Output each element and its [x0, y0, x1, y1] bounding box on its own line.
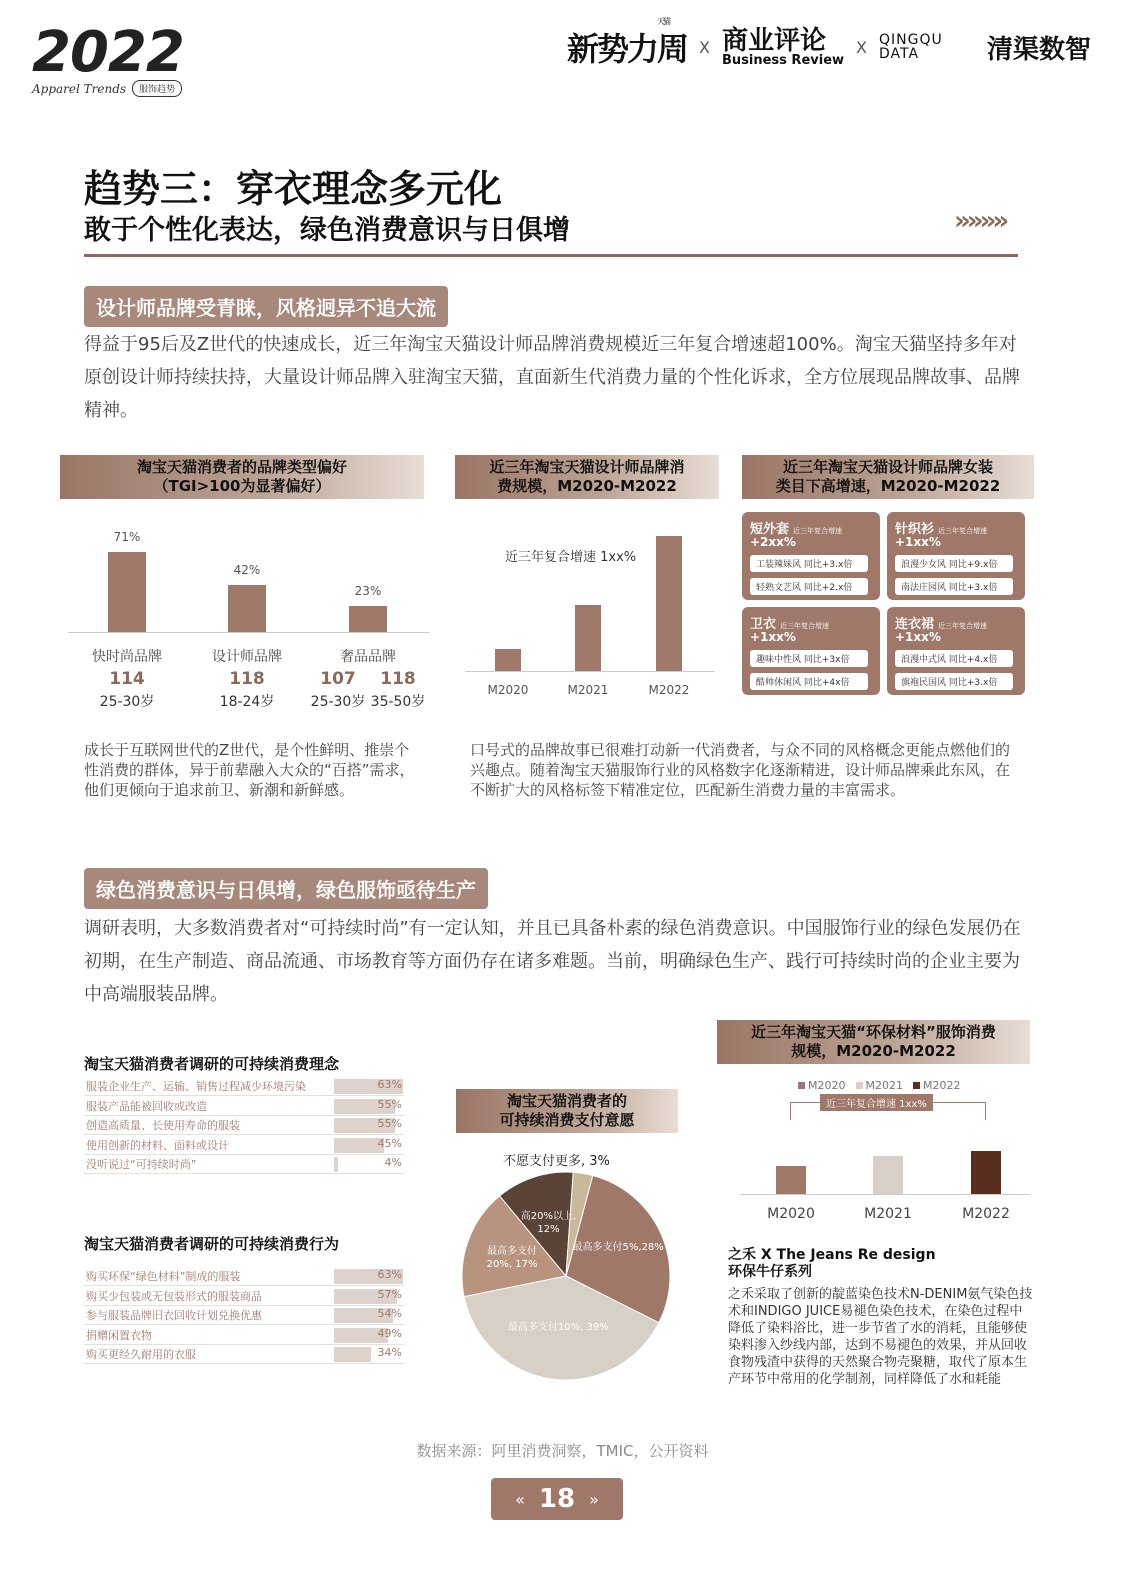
chart1-title-line2: （TGI>100为显著偏好）	[153, 477, 331, 495]
section1-paragraph: 得益于95后及Z世代的快速成长，近三年淘宝天猫设计师品牌消费规模近三年复合增速超100%。淘宝天猫坚持多年对原创设计师持续扶持，大量设计师品牌入驻淘宝天猫，直面新生代消费力量的个性化诉求，全方位展现品牌故事、品牌精神。	[84, 334, 1020, 421]
chart1-category-label: 快时尚品牌	[92, 649, 162, 665]
description-brand-story: 口号式的品牌故事已很难打动新一代消费者，与众不同的风格概念更能点燃他们的兴趣点。随着淘宝天猫服饰行业的风格数字化逐渐精进，设计师品牌乘此东风，在不断扩大的风格标签下精准定位，匹配新生消费力量的丰富需求。	[470, 741, 1011, 799]
list-row	[84, 1097, 404, 1116]
list-row-label: 没听说过“可持续时尚”	[86, 1158, 197, 1171]
legend-label: M2021	[865, 1079, 903, 1092]
card-pill: 旗袍民国风 同比+3.x倍	[895, 673, 1013, 690]
pie-header	[456, 1089, 678, 1133]
section2-paragraph: 调研表明，大多数消费者对“可持续时尚”有一定认知，并且已具备朴素的绿色消费意识。中国服饰行业的绿色发展仍在初期，在生产制造、商品流通、市场教育等方面仍存在诸多难题。当前，明确绿色生产、践行可持续时尚的企业主要为中高端服装品牌。	[84, 918, 1021, 1005]
legend-swatch-icon	[913, 1082, 920, 1089]
chart5-area	[740, 1090, 1030, 1225]
list-row-label: 服装产品能被回收或改造	[86, 1099, 207, 1113]
age-range: 18-24岁	[219, 694, 275, 710]
section1-tag: 设计师品牌受青睐，风格迥异不追大流	[84, 286, 448, 327]
pie-title-line2: 可持续消费支付意愿	[499, 1111, 635, 1129]
category-card-short-coat	[742, 512, 880, 600]
chart1-title-line1: 淘宝天猫消费者的品牌类型偏好	[136, 458, 347, 476]
logo-separator-2: X	[856, 37, 867, 57]
list1-table	[84, 1077, 404, 1177]
case-title	[728, 1247, 936, 1281]
chart1-baseline	[68, 632, 430, 633]
tgi-value: 118	[380, 669, 416, 689]
chart1-value-label: 23%	[354, 584, 382, 599]
list-row-value: 63%	[377, 1078, 402, 1091]
description-gen-z: 成长于互联网世代的Z世代，是个性鲜明、推崇个性消费的群体，异于前辈融入大众的“百搭”需求，他们更倾向于追求前卫、新潮和新鲜感。	[84, 741, 415, 799]
data-source: 数据来源：阿里消费洞察，TMIC，公开资料	[416, 1442, 709, 1460]
xinshi-logo	[567, 17, 688, 70]
chart2-category-label: M2020	[487, 683, 529, 697]
list-row-label: 使用创新的材料、面料或设计	[86, 1138, 229, 1152]
chart2-category-label: M2022	[648, 683, 690, 697]
legend-swatch-icon	[856, 1082, 863, 1089]
list-row-bar	[334, 1347, 371, 1362]
list-row-value: 54%	[377, 1307, 402, 1320]
list-row	[84, 1267, 404, 1286]
category-card-hoodie	[742, 607, 880, 695]
card-rate: +1xx%	[895, 630, 941, 644]
business-review-logo	[722, 25, 845, 68]
card-note: 近三年复合增速	[793, 527, 843, 535]
category-card-dress	[887, 607, 1025, 695]
chart1-category-label: 奢品品牌	[340, 649, 396, 665]
chart1-area	[60, 505, 440, 720]
qingqu-logo-cn: 清渠数智	[986, 34, 1091, 65]
chart5-category-label: M2021	[864, 1206, 912, 1222]
page-indicator	[491, 1478, 623, 1520]
chart5-bar	[776, 1166, 806, 1194]
list-row-value: 55%	[377, 1097, 402, 1111]
chart5-category-label: M2020	[767, 1206, 815, 1222]
chart2-title-line1: 近三年淘宝天猫设计师品牌消	[489, 458, 685, 476]
prev-page-icon[interactable]: «	[515, 1489, 525, 1509]
chart5-bar	[971, 1151, 1001, 1194]
tgi-value: 114	[109, 669, 145, 689]
chart5-title-line2: 规模，M2020-M2022	[791, 1042, 956, 1060]
tgi-value: 118	[229, 669, 265, 689]
chart5-bar	[873, 1156, 903, 1194]
chart2-annotation: 近三年复合增速 1xx%	[505, 550, 637, 565]
legend-label: M2020	[808, 1079, 846, 1092]
list-row-value: 57%	[377, 1287, 402, 1301]
chart2-bar	[495, 649, 521, 671]
chart1-value-label: 71%	[113, 530, 141, 545]
chart5-header	[717, 1020, 1030, 1064]
chart5-annotation: 近三年复合增速 1xx%	[820, 1094, 933, 1111]
tgi-value: 107	[320, 669, 356, 689]
section2-tag: 绿色消费意识与日俱增，绿色服饰亟待生产	[84, 868, 488, 909]
age-range: 25-30岁	[310, 694, 366, 710]
chart5-baseline	[740, 1194, 1030, 1195]
list-row	[84, 1155, 404, 1174]
card-name: 针织衫	[895, 522, 935, 537]
list-row	[84, 1326, 404, 1345]
title-divider	[84, 254, 1018, 257]
list-row-bar	[334, 1138, 384, 1153]
list-row-value: 63%	[377, 1268, 402, 1281]
chart2-area	[465, 505, 715, 705]
pie-top-label: 不愿支付更多, 3%	[503, 1154, 610, 1169]
chart1-bar	[108, 552, 146, 632]
card-pill: 酷帅休闲风 同比+4x倍	[750, 673, 868, 690]
card-name: 连衣裙	[895, 617, 935, 632]
card-pill: 轻熟文艺风 同比+2.x倍	[750, 578, 868, 595]
card-note: 近三年复合增速	[938, 527, 988, 535]
legend-label: M2022	[923, 1079, 961, 1092]
logo-separator: X	[699, 37, 710, 57]
chart1-category-label: 设计师品牌	[212, 649, 282, 665]
category-card-knit	[887, 512, 1025, 600]
card-name: 卫衣	[750, 617, 777, 632]
list2-title: 淘宝天猫消费者调研的可持续消费行为	[84, 1235, 340, 1253]
list-row-value: 4%	[384, 1156, 402, 1169]
card-name: 短外套	[750, 522, 790, 537]
qingqu-logo-en: QINGQU DATA	[878, 32, 943, 62]
list-row-label: 购买更经久耐用的衣服	[86, 1348, 196, 1361]
card-pill: 浪漫少女风 同比+9.x倍	[895, 555, 1013, 572]
chart1-bar	[349, 606, 387, 632]
age-range: 35-50岁	[370, 694, 426, 710]
list2-table	[84, 1267, 404, 1367]
list-row	[84, 1287, 404, 1306]
chart2-bar	[575, 605, 601, 671]
card-rate: +2xx%	[750, 535, 796, 549]
apparel-trends-text: Apparel Trends	[32, 81, 127, 96]
card-rate: +1xx%	[895, 535, 941, 549]
list-row-label: 购买环保“绿色材料”制成的服装	[86, 1270, 241, 1283]
list-row-value: 34%	[377, 1346, 402, 1359]
pie-slice-label: 最高多支付5%,28%	[572, 1241, 664, 1253]
list-row-value: 55%	[377, 1117, 402, 1130]
chart3-header	[742, 455, 1034, 499]
list-row	[84, 1116, 404, 1135]
chart1-value-label: 42%	[233, 562, 261, 577]
chart2-baseline	[465, 671, 715, 672]
list-row-label: 捐赠闲置衣物	[86, 1328, 152, 1342]
list-row-label: 购买少包装或无包装形式的服装商品	[86, 1289, 262, 1303]
chart3-title-line1: 近三年淘宝天猫设计师品牌女装	[782, 458, 993, 476]
card-note: 近三年复合增速	[780, 622, 830, 630]
case-title-line1: 之禾 X The Jeans Re design	[728, 1247, 936, 1263]
list-row	[84, 1077, 404, 1096]
chart2-title-line2: 费规模，M2020-M2022	[497, 477, 677, 495]
chart1-bar	[228, 585, 266, 632]
chart5-title-line1: 近三年淘宝天猫“环保材料”服饰消费	[751, 1023, 996, 1041]
card-note: 近三年复合增速	[938, 622, 988, 630]
next-page-icon[interactable]: »	[589, 1489, 599, 1509]
partner-logos	[567, 17, 1091, 70]
card-pill: 工装辣妹风 同比+3.x倍	[750, 555, 868, 572]
card-pill: 浪漫中式风 同比+4.x倍	[895, 650, 1013, 667]
year-logo: 2022	[32, 20, 184, 85]
case-body: 之禾采取了创新的靛蓝染色技术N-DENIM氨气染色技术和INDIGO JUICE易褪色染色技术，在染色过程中降低了染料浴比，进一步节省了水的消耗，且能够使染料渗入纱线内部，达到不易褪色的效果，并从回收食物残渣中获得的天然聚合物壳聚糖，取代了原本生产环节中常用的化学制剂，同样降低了水和耗能	[728, 1287, 1033, 1387]
page-number: 18	[538, 1484, 576, 1514]
apparel-trends-row	[32, 80, 182, 97]
chart5-category-label: M2022	[962, 1206, 1010, 1222]
list-row	[84, 1136, 404, 1155]
page-subtitle: 敢于个性化表达，绿色消费意识与日俱增	[84, 215, 570, 246]
list-row-label: 参与服装品牌旧衣回收计划兑换优惠	[86, 1309, 262, 1322]
chart2-category-label: M2021	[567, 683, 609, 697]
tmall-small-text: 天猫	[657, 17, 670, 26]
chart1-header	[60, 455, 424, 499]
age-range: 25-30岁	[99, 694, 155, 710]
xinshi-logo-text: 新势力周	[567, 30, 688, 68]
legend-swatch-icon	[798, 1082, 805, 1089]
chart2-bar	[656, 536, 682, 671]
case-title-line2: 环保牛仔系列	[728, 1264, 812, 1280]
pie-chart	[460, 1170, 672, 1382]
page-title: 趋势三：穿衣理念多元化	[84, 167, 503, 211]
pie-slice-label: 最高多支付20%, 17%	[486, 1245, 538, 1270]
pie-slice-label: 高20%以上, 12%	[520, 1210, 577, 1235]
list-row-bar	[334, 1157, 338, 1172]
business-review-en: Business Review	[722, 52, 845, 68]
list-row	[84, 1306, 404, 1325]
card-pill: 趣味中性风 同比+3x倍	[750, 650, 868, 667]
chart2-header	[455, 455, 719, 499]
list-row	[84, 1345, 404, 1364]
pie-svg	[460, 1170, 672, 1382]
pie-slice-label: 最高多支付10%, 39%	[507, 1321, 609, 1333]
list-row-label: 服装企业生产、运输、销售过程减少环境污染	[86, 1080, 306, 1093]
card-rate: +1xx%	[750, 630, 796, 644]
apparel-badge: 服饰趋势	[132, 80, 182, 97]
chart3-title-line2: 类目下高增速，M2020-M2022	[775, 477, 1001, 495]
pie-title-line1: 淘宝天猫消费者的	[506, 1092, 627, 1110]
list-row-value: 49%	[377, 1326, 402, 1340]
list1-title: 淘宝天猫消费者调研的可持续消费理念	[84, 1055, 340, 1073]
card-pill: 南法庄园风 同比+3.x倍	[895, 578, 1013, 595]
list-row-label: 创造高质量、长使用寿命的服装	[86, 1119, 240, 1132]
business-review-cn: 商业评论	[722, 25, 827, 56]
arrows-icon: »»»»	[954, 206, 1006, 236]
list-row-value: 45%	[377, 1136, 402, 1150]
